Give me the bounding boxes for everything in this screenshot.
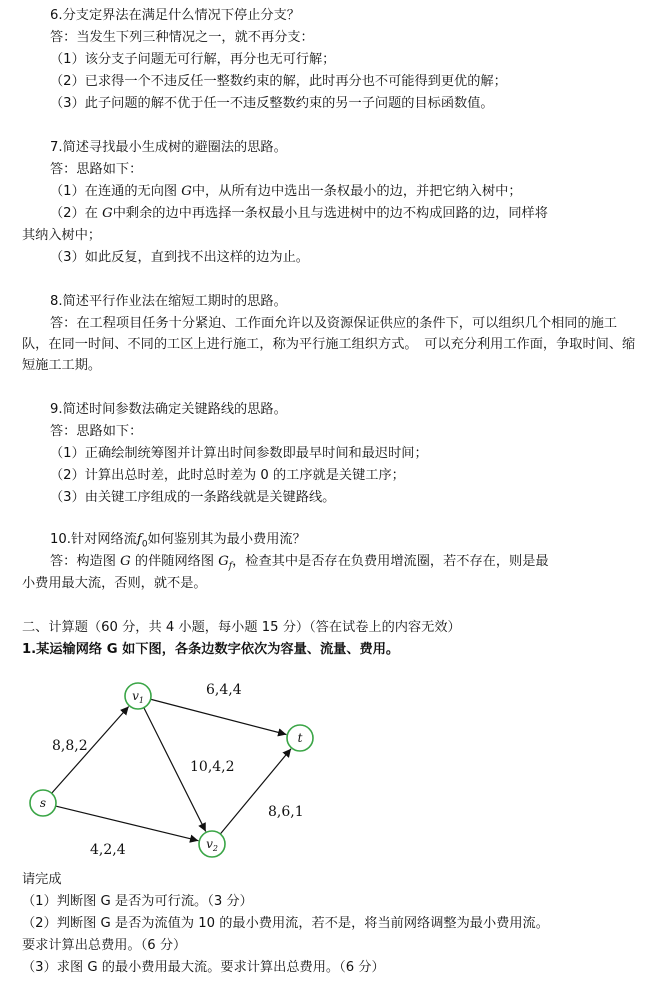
node-label-v2: $v_2$ <box>206 837 218 853</box>
q10-ans-b: 的伴随网络图 <box>130 554 219 569</box>
graph-symbol-g: G <box>120 554 131 569</box>
graph-symbol-g: G <box>218 554 229 569</box>
network-diagram <box>20 668 360 868</box>
q6-answer-intro: 答：当发生下列三种情况之一，就不再分支： <box>50 30 314 45</box>
q9-answer-intro: 答：思路如下： <box>50 424 143 439</box>
edge-v1-t <box>151 699 287 734</box>
q10-title-a: 10.针对网络流 <box>50 532 137 547</box>
q6-item-2: （2）已求得一个不违反任一整数约束的解，此时再分也不可能得到更优的解； <box>50 74 507 89</box>
q7-item-1-b: 中，从所有边中选出一条权最小的边，并把它纳入树中； <box>191 184 522 199</box>
graph-subscript: f <box>228 561 233 572</box>
q9-item-2: （2）计算出总时差，此时总时差为 0 的工序就是关键工序； <box>50 468 405 483</box>
q7-item-2 <box>50 204 548 224</box>
q10-title <box>50 530 306 555</box>
q9-item-3: （3）由关键工序组成的一条路线就是关键路线。 <box>50 490 336 505</box>
q7-item-2-cont: 其纳入树中； <box>22 228 102 243</box>
q8-title: 8.简述平行作业法在缩短工期时的思路。 <box>50 294 287 309</box>
q7-item-2-a: （2）在 <box>50 206 103 221</box>
q7-item-1-a: （1）在连通的无向图 <box>50 184 182 199</box>
q10-ans-a: 答：构造图 <box>50 554 121 569</box>
q8-answer: 答：在工程项目任务十分紧迫、工作面允许以及资源保证供应的条件下，可以组织几个相同的施工队，在同一时间、不同的工区上进行施工，称为平行施工组织方式。 可以充分利用工作面，争取时间、缩短施工工期。 <box>22 316 636 373</box>
task-2-cont: 要求计算出总费用。（6 分） <box>22 938 187 953</box>
flow-symbol: f <box>136 532 142 547</box>
task-2: （2）判断图 G 是否为流值为 10 的最小费用流，若不是，将当前网络调整为最小费用流。 <box>22 916 549 931</box>
task-1: （1）判断图 G 是否为可行流。（3 分） <box>22 894 253 909</box>
edge-s-v2 <box>56 806 199 841</box>
q7-title: 7.简述寻找最小生成树的避圈法的思路。 <box>50 140 287 155</box>
graph-symbol-g: G <box>102 206 113 221</box>
q7-answer-intro: 答：思路如下： <box>50 162 143 177</box>
task-3: （3）求图 G 的最小费用最大流。要求计算出总费用。（6 分） <box>22 960 385 975</box>
q6-title: 6.分支定界法在满足什么情况下停止分支？ <box>50 8 300 23</box>
q9-item-1: （1）正确绘制统筹图并计算出时间参数即最早时间和最迟时间； <box>50 446 428 461</box>
q7-item-3: （3）如此反复，直到找不出这样的边为止。 <box>50 250 309 265</box>
problem1-statement: 1.某运输网络 G 如下图，各条边数字依次为容量、流量、费用。 <box>22 642 400 657</box>
q10-title-b: 如何鉴别其为最小费用流？ <box>147 532 306 547</box>
q7-item-2-b: 中剩余的边中再选择一条权最小且与选进树中的边不构成回路的边，同样将 <box>112 206 548 221</box>
edge-label-v2-t: 8,6,1 <box>268 804 304 820</box>
graph-symbol-g: G <box>181 184 192 199</box>
q6-item-1: （1）该分支子问题无可行解，再分也无可行解； <box>50 52 336 67</box>
edge-label-s-v1: 8,8,2 <box>52 738 88 754</box>
q7-item-1 <box>50 182 522 202</box>
edge-label-v1-t: 6,4,4 <box>206 682 242 698</box>
q10-answer-1 <box>50 552 549 577</box>
edge-label-v1-v2: 10,4,2 <box>190 759 235 775</box>
q10-answer-2: 小费用最大流，否则，就不是。 <box>22 576 207 591</box>
flow-subscript: 0 <box>141 539 148 550</box>
q10-ans-c: ，检查其中是否存在负费用增流圈，若不存在，则是最 <box>232 554 549 569</box>
edge-label-s-v2: 4,2,4 <box>90 842 126 858</box>
section2-header: 二、计算题（60 分，共 4 小题，每小题 15 分）（答在试卷上的内容无效） <box>22 620 461 635</box>
node-label-v1: $v_1$ <box>132 689 144 705</box>
q9-title: 9.简述时间参数法确定关键路线的思路。 <box>50 402 287 417</box>
node-label-t: t <box>297 731 303 745</box>
tasks-intro: 请完成 <box>22 872 62 887</box>
q6-item-3: （3）此子问题的解不优于任一不违反整数约束的另一子问题的目标函数值。 <box>50 96 494 111</box>
node-label-s: s <box>39 796 47 810</box>
